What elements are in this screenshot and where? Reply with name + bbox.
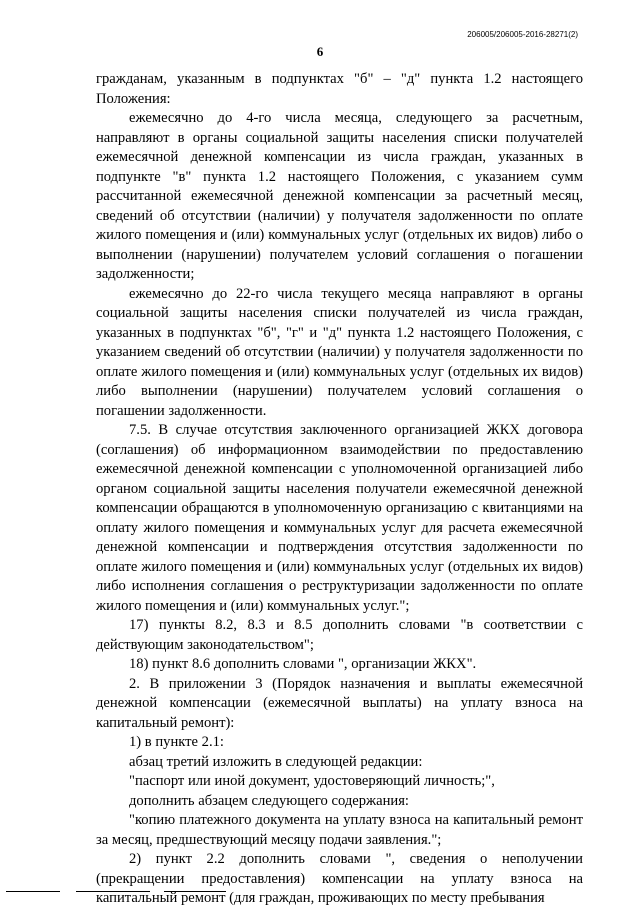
paragraph: 17) пункты 8.2, 8.3 и 8.5 дополнить словами "в соответствии с действующим законодательством"; [96, 617, 583, 653]
paragraph: 2) пункт 2.2 дополнить словами ", сведения о неполучении (прекращении предоставления) компенсации на уплату взноса на капитальный ремонт (для граждан, проживающих по месту пребывания [96, 851, 583, 906]
footer-rule [76, 891, 150, 892]
footer-rule [6, 891, 60, 892]
paragraph: 1) в пункте 2.1: [129, 734, 224, 750]
paragraph: 7.5. В случае отсутствия заключенного организацией ЖКХ договора (соглашения) об информационном взаимодействии по предоставлению ежемесячной денежной компенсации с уполномоченной организацией либо органом социальной защиты населения получатели ежемесячной денежной компенсации обращаются в уполномоченную организацию с квитанциями на оплату жилого помещения и коммунальных услуг для расчета ежемесячной денежной компенсации и подтверждения отсутствия задолженности по оплате жилого помещения и (или) коммунальных услуг (отдельных их видов) либо исполнения соглашения о реструктуризации задолженности по оплате жилого помещения и (или) коммунальных услуг."; [96, 422, 583, 614]
paragraph: ежемесячно до 4-го числа месяца, следующего за расчетным, направляют в органы социальной защиты населения списки получателей ежемесячной денежной компенсации из числа граждан, указанных в подпункте "в" пункта 1.2 настоящего Положения, с указанием сумм рассчитанной ежемесячной денежной компенсации за расчетный месяц, сведений об отсутствии (наличии) у получателя задолженности по оплате жилого помещения и (или) коммунальных услуг (отдельных их видов) либо о выполнении (нарушении) получателем условий соглашения о погашении задолженности; [96, 110, 583, 282]
document-body [96, 70, 583, 909]
paragraph: "паспорт или иной документ, удостоверяющий личность;", [129, 773, 495, 789]
footer-rule [164, 891, 226, 892]
paragraph: 18) пункт 8.6 дополнить словами ", организации ЖКХ". [129, 656, 477, 672]
document-id: 206005/206005-2016-28271(2) [467, 30, 578, 39]
paragraph: абзац третий изложить в следующей редакции: [129, 753, 423, 770]
paragraph: ежемесячно до 22-го числа текущего месяца направляют в органы социальной защиты населения списки получателей из числа граждан, указанных в подпунктах "б", "г" и "д" пункта 1.2 настоящего Положения, с указанием сведений об отсутствии (наличии) у получателя задолженности по оплате жилого помещения и (или) коммунальных услуг (отдельных их видов) либо выполнении (нарушении) получателем условий соглашения о погашении задолженности. [96, 285, 583, 419]
paragraph: дополнить абзацем следующего содержания: [129, 792, 409, 809]
page-number: 6 [316, 44, 324, 59]
paragraph: 2. В приложении 3 (Порядок назначения и выплаты ежемесячной денежной компенсации (ежемесячной выплаты) на уплату взноса на капитальный ремонт): [96, 675, 583, 731]
paragraph: гражданам, указанным в подпунктах "б" – "д" пункта 1.2 настоящего Положения: [96, 71, 583, 107]
paragraph: "копию платежного документа на уплату взноса на капитальный ремонт за месяц, предшествующий месяцу подачи заявления."; [96, 812, 583, 848]
